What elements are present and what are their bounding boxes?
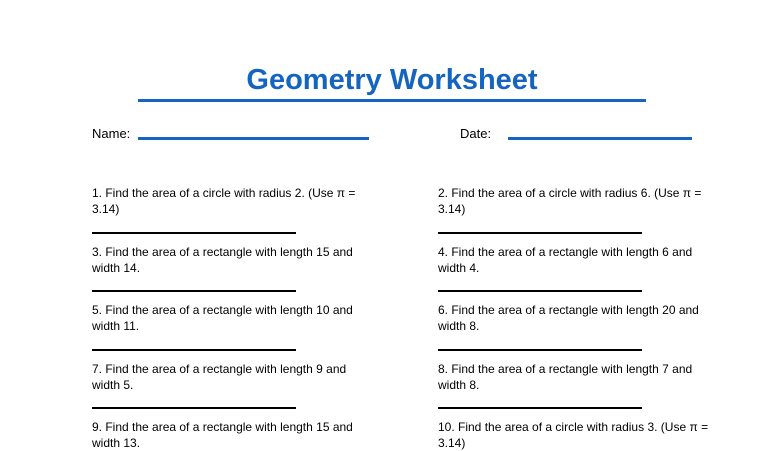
date-label: Date: bbox=[460, 126, 492, 141]
worksheet-title: Geometry Worksheet bbox=[246, 64, 538, 96]
question-3 bbox=[92, 244, 377, 276]
question-1 bbox=[92, 185, 377, 217]
question-6 bbox=[438, 302, 723, 334]
answer-line-6[interactable] bbox=[438, 349, 642, 351]
question-10 bbox=[438, 419, 723, 451]
name-label: Name: bbox=[92, 126, 131, 141]
question-9 bbox=[92, 419, 377, 451]
question-4-text: 4. Find the area of a rectangle with length 6 and width 4. bbox=[438, 245, 693, 275]
question-2-text: 2. Find the area of a circle with radius 6. (Use π = 3.14) bbox=[438, 186, 702, 216]
name-field[interactable] bbox=[138, 137, 369, 140]
answer-line-5[interactable] bbox=[92, 349, 296, 351]
question-5 bbox=[92, 302, 377, 334]
answer-line-3[interactable] bbox=[92, 290, 296, 292]
question-2 bbox=[438, 185, 723, 217]
answer-line-7[interactable] bbox=[92, 407, 296, 409]
date-field[interactable] bbox=[508, 137, 692, 140]
question-1-text: 1. Find the area of a circle with radius 2. (Use π = 3.14) bbox=[92, 186, 356, 216]
answer-line-8[interactable] bbox=[438, 407, 642, 409]
question-7-text: 7. Find the area of a rectangle with length 9 and width 5. bbox=[92, 362, 347, 392]
answer-line-2[interactable] bbox=[438, 232, 642, 234]
answer-line-1[interactable] bbox=[92, 232, 296, 234]
question-8-text: 8. Find the area of a rectangle with length 7 and width 8. bbox=[438, 362, 693, 392]
question-3-text: 3. Find the area of a rectangle with length 15 and width 14. bbox=[92, 245, 353, 275]
question-4 bbox=[438, 244, 723, 276]
answer-line-4[interactable] bbox=[438, 290, 642, 292]
question-9-text: 9. Find the area of a rectangle with length 15 and width 13. bbox=[92, 420, 353, 450]
question-7 bbox=[92, 361, 377, 393]
question-5-text: 5. Find the area of a rectangle with length 10 and width 11. bbox=[92, 303, 353, 333]
question-8 bbox=[438, 361, 723, 393]
question-10-text: 10. Find the area of a circle with radius 3. (Use π = 3.14) bbox=[438, 420, 709, 450]
question-6-text: 6. Find the area of a rectangle with length 20 and width 8. bbox=[438, 303, 699, 333]
title-underline bbox=[138, 99, 646, 102]
